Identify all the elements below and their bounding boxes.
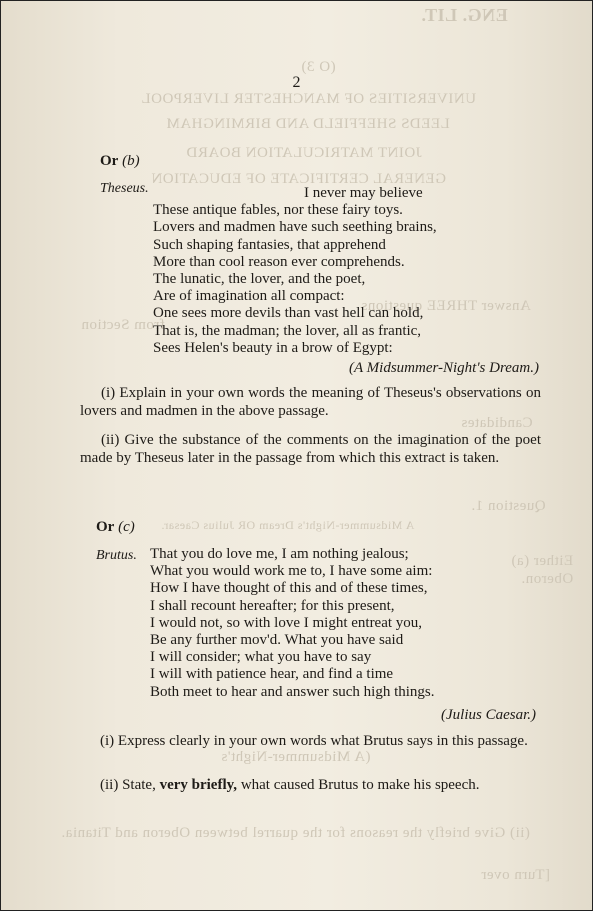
option-c-label	[96, 519, 135, 536]
option-c-source: (Julius Caesar.)	[441, 707, 536, 723]
option-b-label	[100, 153, 140, 170]
option-b-passage	[153, 185, 437, 357]
verse-line: How I have thought of this and of these times,	[150, 580, 428, 597]
option-b-question-2: (ii) Give the substance of the comments on the imagination of the poet made by Theseus later in the passage from which this extract is taken.	[80, 432, 541, 466]
page-number: 2	[292, 74, 301, 91]
exam-page	[1, 1, 592, 910]
show-through-either: Either (a)	[511, 553, 574, 569]
show-through-title: A Midsummer-Night's Dream OR Julius Caesar.	[161, 518, 415, 532]
show-through-question: Question 1.	[471, 498, 546, 514]
option-b-source: (A Midsummer-Night's Dream.)	[349, 360, 539, 376]
question-2-rest: what caused Brutus to make his speech.	[237, 777, 480, 793]
verse-line: I will with patience hear, and find a time	[150, 666, 394, 683]
option-b-speaker: Theseus.	[100, 181, 149, 196]
show-through-code: (O 3)	[301, 59, 336, 75]
option-b-question-1: (i) Explain in your own words the meaning of Theseus's observations on lovers and madmen in the above passage.	[80, 385, 541, 419]
verse-line: I would not, so with love I might entreat you,	[150, 614, 423, 631]
option-c-speaker: Brutus.	[96, 548, 137, 563]
option-c-question-2	[79, 777, 539, 795]
show-through-heading-1: UNIVERSITIES OF MANCHESTER LIVERPOOL	[141, 91, 477, 107]
option-b-or: Or	[100, 153, 119, 169]
show-through-turn-over: [Turn over	[481, 867, 551, 883]
show-through-heading-2: LEEDS SHEFFIELD AND BIRMINGHAM	[166, 116, 450, 132]
option-b-letter: (b)	[122, 153, 140, 169]
verse-line: The lunatic, the lover, and the poet,	[153, 271, 366, 288]
option-c-question-1: (i) Express clearly in your own words what Brutus says in this passage.	[100, 733, 528, 749]
question-2-lead: (ii) State,	[100, 777, 160, 793]
option-c-passage	[150, 546, 435, 701]
show-through-heading-4: GENERAL CERTIFICATE OF EDUCATION	[151, 171, 446, 187]
show-through-candidates: Candidates	[461, 415, 533, 431]
option-c-or: Or	[96, 519, 115, 535]
verse-line: More than cool reason ever comprehends.	[153, 253, 405, 270]
verse-line: I never may believe	[304, 185, 423, 201]
option-c-letter: (c)	[118, 519, 135, 535]
verse-line: Such shaping fantasies, that apprehend	[153, 236, 386, 253]
verse-line: That you do love me, I am nothing jealous;	[150, 546, 409, 562]
verse-line: I shall recount hereafter; for this present,	[150, 597, 395, 614]
show-through-heading-3: JOINT MATRICULATION BOARD	[186, 145, 422, 161]
show-through-oberon: Oberon.	[521, 571, 574, 587]
verse-line: Sees Helen's beauty in a brow of Egypt:	[153, 339, 393, 356]
show-through-section: from Section	[81, 317, 165, 333]
question-2-emphasis: very briefly,	[159, 777, 238, 793]
verse-line: These antique fables, nor these fairy toys.	[153, 202, 403, 219]
verse-line: Lovers and madmen have such seething brains,	[153, 219, 437, 236]
verse-line: One sees more devils than vast hell can hold,	[153, 305, 424, 322]
show-through-subject: ENG. LIT.	[421, 5, 508, 25]
verse-line: Both meet to hear and answer such high things.	[150, 683, 435, 700]
verse-line: That is, the madman; the lover, all as frantic,	[153, 322, 422, 339]
show-through-instruction: Answer THREE questions	[361, 298, 531, 314]
verse-line: Be any further mov'd. What you have said	[150, 632, 404, 649]
verse-line: I will consider; what you have to say	[150, 649, 372, 666]
verse-line: What you would work me to, I have some aim:	[150, 563, 433, 580]
verse-line: Are of imagination all compact:	[153, 288, 345, 305]
show-through-source: (A Midsummer-Night's	[221, 749, 371, 765]
show-through-question-ii: (ii) Give briefly the reasons for the quarrel between Oberon and Titania.	[61, 825, 530, 841]
